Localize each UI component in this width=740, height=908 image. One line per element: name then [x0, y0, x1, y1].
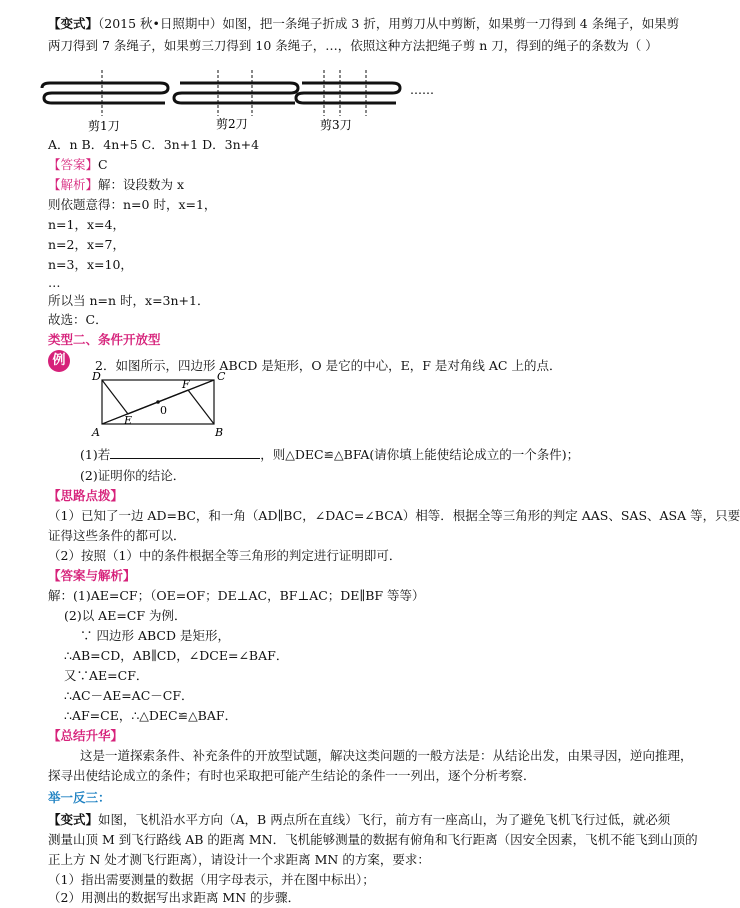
variant2-line4: （1）指出需要测量的数据（用字母表示，并在图中标出）；: [48, 872, 375, 887]
variant-tag-2: 【变式】: [48, 812, 99, 827]
solution-line2: (2)以 AE=CF 为例．: [64, 608, 187, 623]
hint-line1: （1）已知了一边 AD=BC，和一角（AD∥BC，∠DAC=∠BCA）相等．根据全等三角形的判定 AAS、SAS、ASA 等，只要: [48, 508, 740, 523]
variant1-line1: 【变式】（2015 秋•日照期中）如图，把一条绳子折成 3 折，用剪刀从中剪断，如果剪一刀得到 4 条绳子，如果剪: [48, 16, 680, 31]
fig-dots: ……: [410, 83, 434, 97]
rectangle-figure: [90, 372, 240, 442]
summary-tag: 【总结升华】: [48, 728, 124, 743]
answer-value: C: [98, 157, 108, 172]
question-part1: (1)若 ，则△DEC≌△BFA(请你填上能使结论成立的一个条件)；: [80, 447, 580, 462]
label-D: D: [92, 370, 101, 383]
answer-tag: 【答案】: [48, 157, 99, 172]
example-badge: 例: [48, 350, 70, 372]
solution-tag: 【答案与解析】: [48, 568, 136, 583]
analysis-tag: 【解析】: [48, 177, 99, 192]
label-C: C: [217, 370, 226, 383]
step-2: n=1，x=4，: [48, 217, 125, 232]
rope-3: [296, 83, 400, 103]
answer-line: [48, 155, 108, 175]
solution-line4: ∴AB=CD，AB∥CD，∠DCE=∠BAF．: [64, 648, 289, 663]
segment-bf: [188, 390, 214, 424]
variant2-line2: 测量山顶 M 到飞行路线 AB 的距离 MN．飞机能够测量的数据有俯角和飞行距离（因安全因素，飞机不能飞到山顶的: [48, 832, 698, 847]
hint-line3: （2）按照（1）中的条件根据全等三角形的判定进行证明即可．: [48, 548, 402, 563]
solution-line5: 又∵AE=CF．: [64, 668, 149, 683]
label-A: A: [92, 426, 100, 439]
step-6: 所以当 n=n 时，x=3n+1．: [48, 293, 210, 308]
step-7: 故选：C．: [48, 312, 108, 327]
step-3: n=2，x=7，: [48, 237, 125, 252]
variant1-line2: 两刀得到 7 条绳子，如果剪三刀得到 10 条绳子，…，依照这种方法把绳子剪 n 刀，得到的绳子的条数为（ ）: [48, 38, 658, 53]
variant2-line1: 【变式】如图，飞机沿水平方向（A，B 两点所在直线）飞行，前方有一座高山，为了避免飞机飞行过低，就必须: [48, 812, 671, 827]
answer-blank[interactable]: [110, 446, 260, 459]
segment-fa: [102, 390, 188, 424]
label-E: E: [124, 414, 133, 427]
hint-line2: 证得这些条件的都可以．: [48, 528, 186, 543]
options: A．n B．4n+5 C．3n+1 D．3n+4: [48, 137, 260, 152]
section-title-type2: 类型二、条件开放型: [48, 332, 161, 347]
summary-line1: 这是一道探索条件、补充条件的开放型试题，解决这类问题的一般方法是：从结论出发，由果寻因，逆向推理，: [80, 748, 693, 763]
rope-cut-figure: [40, 58, 440, 138]
solution-line6: ∴AC－AE=AC－CF．: [64, 688, 194, 703]
label-F: F: [182, 378, 190, 391]
question-part2: (2)证明你的结论．: [80, 468, 186, 483]
label-B: B: [215, 426, 224, 439]
step-4: n=3，x=10，: [48, 257, 133, 272]
variant2-line3: 正上方 N 处才测飞行距离），请设计一个求距离 MN 的方案，要求：: [48, 852, 430, 867]
summary-line2: 探寻出使结论成立的条件；有时也采取把可能产生结论的条件一一列出，逐个分析考察．: [48, 768, 536, 783]
variant2-line5: （2）用测出的数据写出求距离 MN 的步骤．: [48, 890, 301, 905]
solution-line1: 解：(1)AE=CF；（OE=OF；DE⊥AC，BF⊥AC；DE∥BF 等等）: [48, 588, 425, 603]
analysis-line: 【解析】解：设段数为 x: [48, 177, 185, 192]
solution-line3: ∵ 四边形 ABCD 是矩形，: [80, 628, 230, 643]
fig-label-2: 剪2刀: [216, 117, 248, 131]
variant-tag: 【变式】: [48, 16, 99, 31]
step-5: …: [48, 275, 61, 290]
example-question: 2．如图所示，四边形 ABCD 是矩形，O 是它的中心，E，F 是对角线 AC 上的点．: [95, 358, 562, 373]
rope-1: [42, 83, 168, 103]
fig-label-3: 剪3刀: [320, 118, 352, 132]
hint-tag: 【思路点拨】: [48, 488, 124, 503]
rope-2: [174, 83, 298, 103]
solution-line7: ∴AF=CE，∴△DEC≌△BAF．: [64, 708, 238, 723]
segment-de: [102, 380, 128, 414]
step-1: 则依题意得：n=0 时，x=1，: [48, 197, 217, 212]
fig-label-1: 剪1刀: [88, 119, 120, 133]
practice-title: 举一反三：: [48, 790, 111, 805]
label-O: 0: [160, 404, 167, 417]
